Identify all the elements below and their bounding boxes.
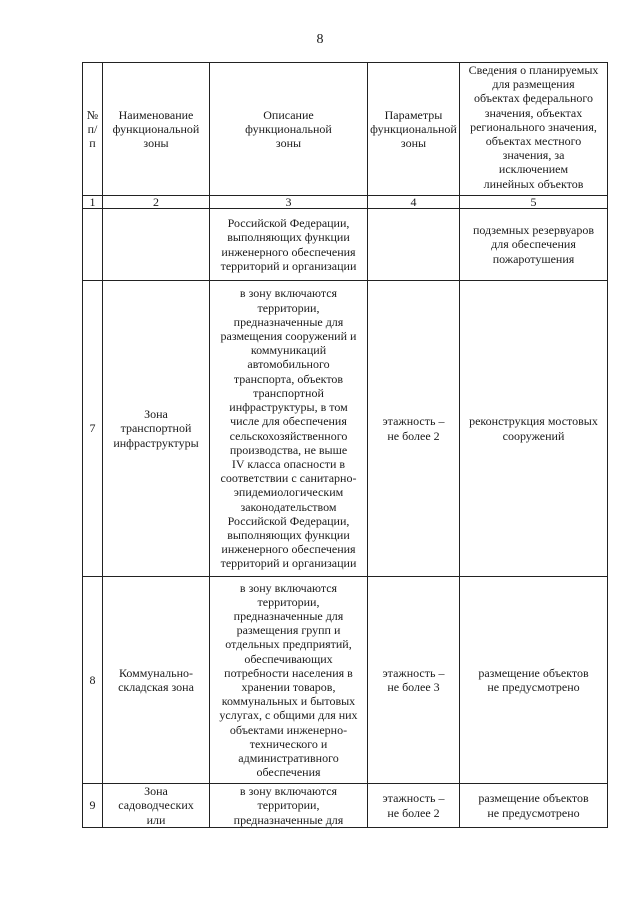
- table-header-row: [83, 63, 608, 196]
- header-zone-name: Наименование функциональной зоны: [103, 63, 210, 196]
- zone-description: в зону включаются территории, предназначенные для: [210, 784, 368, 828]
- row-number: 7: [83, 281, 103, 577]
- header-planned-objects: Сведения о планируемых для размещения объектах федерального значения, объектах регионального значения, объектах местного значения, за исключением линейных объектов: [460, 63, 608, 196]
- zone-description: Российской Федерации, выполняющих функции инженерного обеспечения территорий и организации: [210, 209, 368, 281]
- header-zone-description: Описание функциональной зоны: [210, 63, 368, 196]
- zone-description: в зону включаются территории, предназначенные для размещения групп и отдельных предприятий, обеспечивающих потребности населения в хранении товаров, коммунальных и бытовых услугах, с общими для них объектами инженерно- технического и административного обеспечения: [210, 577, 368, 784]
- table-row: [83, 784, 608, 828]
- zone-parameters: этажность – не более 2: [368, 784, 460, 828]
- row-number: 9: [83, 784, 103, 828]
- row-number: [83, 209, 103, 281]
- column-number: 4: [368, 196, 460, 209]
- zone-parameters: этажность – не более 2: [368, 281, 460, 577]
- column-number: 3: [210, 196, 368, 209]
- column-number: 2: [103, 196, 210, 209]
- planned-objects: размещение объектов не предусмотрено: [460, 577, 608, 784]
- planned-objects: подземных резервуаров для обеспечения пожаротушения: [460, 209, 608, 281]
- zone-name: Зона садоводческих или: [103, 784, 210, 828]
- page-number: 8: [316, 32, 324, 47]
- header-zone-parameters: Параметры функциональной зоны: [368, 63, 460, 196]
- table-row: [83, 281, 608, 577]
- zone-parameters: этажность – не более 3: [368, 577, 460, 784]
- table-row: [83, 577, 608, 784]
- zone-description: в зону включаются территории, предназначенные для размещения сооружений и коммуникаций автомобильного транспорта, объектов транспортной инфраструктуры, в том числе для обеспечения сельскохозяйственного производства, не выше IV класса опасности в соответствии с санитарно- эпидемиологическим законодательством Российской Федерации, выполняющих функции инженерного обеспечения территорий и организации: [210, 281, 368, 577]
- row-number: 8: [83, 577, 103, 784]
- planned-objects: реконструкция мостовых сооружений: [460, 281, 608, 577]
- table-row: [83, 209, 608, 281]
- header-number: № п/п: [83, 63, 103, 196]
- zone-name: Зона транспортной инфраструктуры: [103, 281, 210, 577]
- zone-name: Коммунально- складская зона: [103, 577, 210, 784]
- zone-parameters: [368, 209, 460, 281]
- zone-name: [103, 209, 210, 281]
- planned-objects: размещение объектов не предусмотрено: [460, 784, 608, 828]
- functional-zones-table: [82, 62, 608, 828]
- column-number: 1: [83, 196, 103, 209]
- column-number: 5: [460, 196, 608, 209]
- column-number-row: [83, 196, 608, 209]
